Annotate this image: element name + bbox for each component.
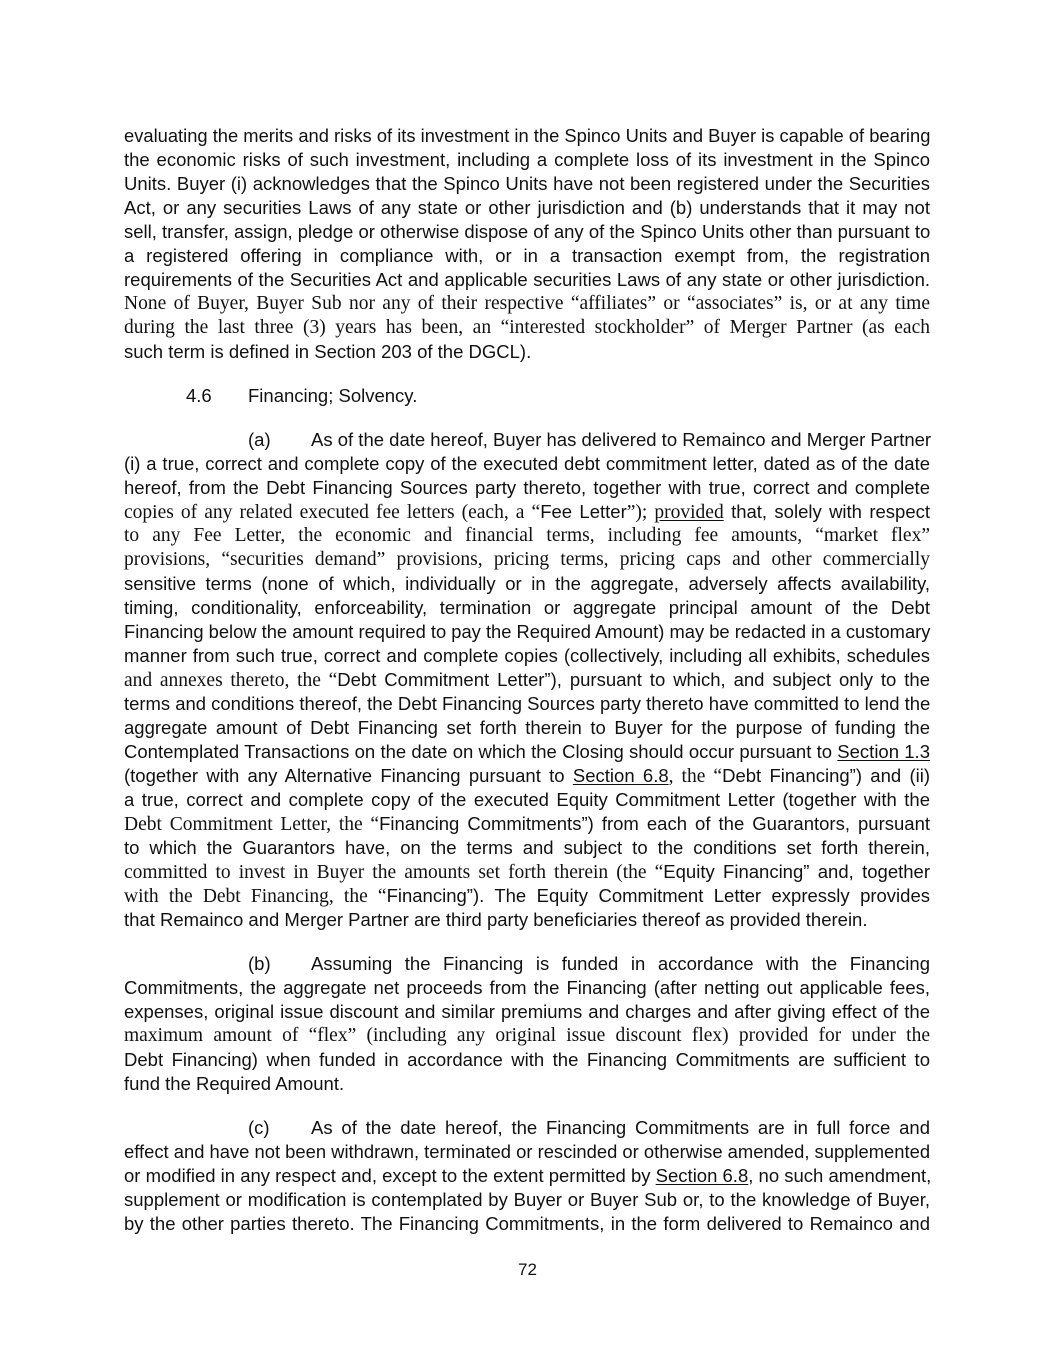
subsection-label: (c) bbox=[248, 1117, 270, 1138]
text-line: expenses, original issue discount and similar premiums and charges and after giving effect of the bbox=[124, 1001, 930, 1022]
text-line: sensitive terms (none of which, individually or in the aggregate, adversely affects availability, bbox=[124, 573, 930, 594]
text-run: and annexes thereto, the “ bbox=[124, 670, 338, 691]
text-line: As of the date hereof, the Financing Commitments are in full force and bbox=[311, 1117, 930, 1138]
text-line: during the last three (3) years has been, an “interested stockholder” of Merger Partner (as each bbox=[124, 317, 930, 338]
text-line: fund the Required Amount. bbox=[124, 1073, 345, 1094]
text-run: ”) and (ii) bbox=[849, 765, 931, 786]
section-title: Financing; Solvency. bbox=[248, 385, 418, 406]
text-line bbox=[124, 860, 930, 884]
text-line: supplement or modification is contemplated by Buyer or Buyer Sub or, to the knowledge of Buyer, bbox=[124, 1189, 930, 1210]
section-reference-link[interactable]: Section 6.8 bbox=[572, 765, 669, 786]
provided-emphasis: provided bbox=[654, 502, 724, 523]
text-line: evaluating the merits and risks of its investment in the Spinco Units and Buyer is capable of bearing bbox=[124, 125, 931, 146]
text-line: As of the date hereof, Buyer has delivered to Remainco and Merger Partner bbox=[311, 429, 932, 450]
text-run: Contemplated Transactions on the date on which the Closing should occur pursuant to bbox=[124, 741, 838, 762]
defined-term: Equity Financing bbox=[663, 861, 804, 882]
text-line bbox=[124, 740, 930, 764]
text-run: that, solely with respect bbox=[723, 501, 930, 522]
text-line: requirements of the Securities Act and applicable securities Laws of any state or other jurisdiction. bbox=[124, 269, 930, 290]
text-line: terms and conditions thereof, the Debt Financing Sources party thereto have committed to lend the bbox=[124, 693, 931, 714]
text-run: , the “ bbox=[668, 766, 723, 787]
text-run: ”) from each of the Guarantors, pursuant bbox=[581, 813, 931, 834]
text-line: None of Buyer, Buyer Sub nor any of their respective “affiliates” or “associates” is, or at any time bbox=[124, 293, 930, 314]
text-line: that Remainco and Merger Partner are third party beneficiaries thereof as provided therein. bbox=[124, 909, 868, 930]
defined-term: Debt Financing bbox=[722, 765, 850, 786]
text-line bbox=[124, 884, 930, 908]
text-run: or modified in any respect and, except to the extent permitted by bbox=[124, 1165, 656, 1186]
text-line: Assuming the Financing is funded in accordance with the Financing bbox=[311, 953, 930, 974]
text-run: ”). The Equity Commitment Letter expressly provides bbox=[466, 885, 930, 906]
text-run: with the Debt Financing, the “ bbox=[124, 886, 387, 907]
text-run: ”), pursuant to which, and subject only to the bbox=[544, 669, 931, 690]
text-line: Debt Financing) when funded in accordance with the Financing Commitments are sufficient to bbox=[124, 1049, 930, 1070]
text-line bbox=[124, 812, 930, 836]
text-line: Commitments, the aggregate net proceeds from the Financing (after netting out applicable fees, bbox=[124, 977, 930, 998]
text-run: copies of any related executed fee letters (each, a “ bbox=[124, 502, 541, 523]
text-line: aggregate amount of Debt Financing set forth therein to Buyer for the purpose of funding the bbox=[124, 717, 930, 738]
text-line: timing, conditionality, enforceability, termination or aggregate principal amount of the Debt bbox=[124, 597, 930, 618]
text-line: sell, transfer, assign, pledge or otherwise dispose of any of the Spinco Units other than pursuant to bbox=[124, 221, 931, 242]
text-line: the economic risks of such investment, including a complete loss of its investment in the Spinco bbox=[124, 149, 930, 170]
text-line: (i) a true, correct and complete copy of the executed debt commitment letter, dated as of the date bbox=[124, 453, 930, 474]
defined-term: Fee Letter bbox=[540, 501, 627, 522]
text-line bbox=[124, 764, 930, 788]
defined-term: Financing Commitments bbox=[379, 813, 582, 834]
subsection-label: (a) bbox=[248, 429, 271, 450]
text-line bbox=[124, 500, 930, 524]
section-number: 4.6 bbox=[186, 385, 212, 406]
text-run: ” and, together bbox=[803, 861, 930, 882]
text-line: to any Fee Letter, the economic and financial terms, including fee amounts, “market flex” bbox=[124, 525, 930, 546]
text-line: such term is defined in Section 203 of the DGCL). bbox=[124, 341, 532, 362]
text-line bbox=[124, 1164, 930, 1188]
text-run: committed to invest in Buyer the amounts set forth therein (the “ bbox=[124, 862, 664, 883]
text-line: a true, correct and complete copy of the executed Equity Commitment Letter (together with the bbox=[124, 789, 930, 810]
text-line: effect and have not been withdrawn, terminated or rescinded or otherwise amended, supplemented bbox=[124, 1141, 931, 1162]
text-line: Act, or any securities Laws of any state or other jurisdiction and (b) understands that it may not bbox=[124, 197, 930, 218]
page-number: 72 bbox=[518, 1260, 537, 1279]
text-run: Debt Commitment Letter, the “ bbox=[124, 814, 380, 835]
text-line: to which the Guarantors have, on the terms and subject to the conditions set forth therein, bbox=[124, 837, 930, 858]
subsection-label: (b) bbox=[248, 953, 271, 974]
text-line: hereof, from the Debt Financing Sources party thereto, together with true, correct and complete bbox=[124, 477, 930, 498]
defined-term: Debt Commitment Letter bbox=[337, 669, 545, 690]
text-line: a registered offering in compliance with, or in a transaction exempt from, the registration bbox=[124, 245, 930, 266]
text-run: (together with any Alternative Financing pursuant to bbox=[124, 765, 573, 786]
text-line: manner from such true, correct and complete copies (collectively, including all exhibits, schedules bbox=[124, 645, 930, 666]
text-line: Financing below the amount required to pay the Required Amount) may be redacted in a customary bbox=[124, 621, 931, 642]
section-reference-link[interactable]: Section 1.3 bbox=[837, 741, 930, 762]
section-reference-link[interactable]: Section 6.8 bbox=[655, 1165, 749, 1186]
text-line: by the other parties thereto. The Financing Commitments, in the form delivered to Remainco and bbox=[124, 1213, 930, 1234]
text-line: Units. Buyer (i) acknowledges that the Spinco Units have not been registered under the Securities bbox=[124, 173, 930, 194]
text-run: , no such amendment, bbox=[748, 1165, 932, 1186]
defined-term: Financing bbox=[386, 885, 467, 906]
text-line bbox=[124, 668, 930, 692]
text-line: maximum amount of “flex” (including any original issue discount flex) provided for under the bbox=[124, 1025, 930, 1046]
text-run: ”); bbox=[626, 502, 655, 523]
text-line: provisions, “securities demand” provisions, pricing terms, pricing caps and other commercially bbox=[124, 549, 930, 570]
